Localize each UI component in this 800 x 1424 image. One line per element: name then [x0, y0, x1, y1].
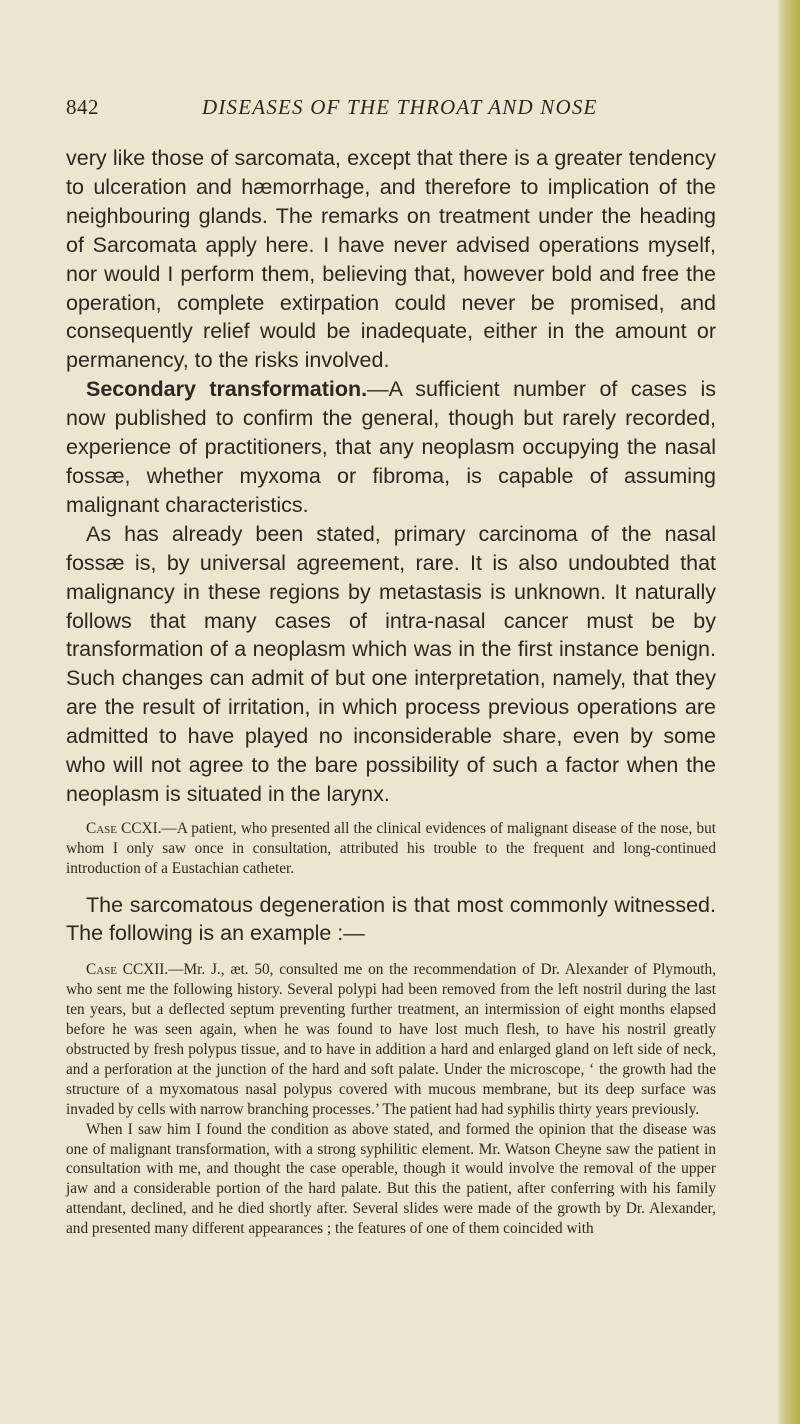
case-ccxii	[66, 960, 716, 1119]
paragraph-primary-carcinoma: As has already been stated, primary carcinoma of the nasal fossæ is, by universal agreement, rare. It is also undoubted that malignancy in these regions by metastasis is unknown. It naturally follows that many cases of intra-nasal cancer must be by transformation of a neoplasm which was in the first instance benign. Such changes can admit of but one interpretation, namely, that they are the result of irritation, in which process previous operations are admitted to have played no inconsiderable share, even by some who will not agree to the bare possibility of such a factor when the neoplasm is situated in the larynx.	[66, 521, 716, 806]
case-label: Case CCXI.	[86, 819, 162, 837]
case-label: Case CCXII.	[86, 961, 169, 979]
paragraph-continuation: very like those of sarcomata, except that there is a greater tendency to ulceration and hæmorrhage, and therefore to implication of the neighbouring glands. The remarks on treatment under the heading of Sarcomata apply here. I have never advised operations myself, nor would I perform them, believing that, however bold and free the operation, complete extirpation could never be promised, and consequently relief would be inadequate, either in the amount or permanency, to the risks involved.	[66, 146, 716, 373]
case-ccxi	[66, 819, 716, 879]
case-ccxii-continued: When I saw him I found the condition as above stated, and formed the opinion that the disease was one of malignant transformation, with a strong syphilitic element. Mr. Watson Cheyne saw the patient in consultation with me, and thought the case operable, though it would involve the removal of the upper jaw and a considerable portion of the hard palate. But this the patient, after conferring with his family attendant, declined, and he died shortly after. Several slides were made of the growth by Dr. Alexander, and presented many different appearances ; the features of one of them coincided with	[66, 1120, 716, 1238]
page-edge-shadow	[778, 0, 800, 1424]
section-text: —A sufficient number of cases is now published to confirm the general, though but rarely recorded, experience of practitioners, that any neoplasm occupying the nasal fossæ, whether myxoma or fibroma, is capable of assuming malignant characteristics.	[66, 377, 716, 517]
book-page	[66, 95, 716, 1239]
running-title: DISEASES OF THE THROAT AND NOSE	[202, 95, 598, 119]
case-text: —A patient, who presented all the clinical evidences of malignant disease of the nose, but whom I only saw once in consultation, attributed his trouble to the frequent and long-continued introduction of a Eustachian catheter.	[66, 819, 717, 877]
page-number: 842	[66, 95, 99, 119]
case-text: —Mr. J., æt. 50, consulted me on the recommendation of Dr. Alexander of Plymouth, who sent me the following history. Several polypi had been removed from the left nostril during the last ten years, but a deflected septum preventing further treatment, an intermission of eight months elapsed before he was seen again, when he was found to have lost much flesh, to have his nostril greatly obstructed by fresh polypus tissue, and to have in addition a hard and enlarged gland on left side of neck, and a perforation at the junction of the hard and soft palate. Under the microscope, ‘ the growth had the structure of a myxomatous nasal polypus covered with mucous membrane, but its deep surface was invaded by cells with narrow branching processes.’ The patient had had syphilis thirty years previously.	[66, 961, 716, 1118]
section-heading: Secondary transformation.	[86, 377, 368, 402]
paragraph-secondary-transformation	[66, 375, 716, 520]
paragraph-sarcomatous: The sarcomatous degeneration is that most commonly witnessed. The following is an example :—	[66, 892, 716, 946]
running-header	[66, 95, 716, 125]
